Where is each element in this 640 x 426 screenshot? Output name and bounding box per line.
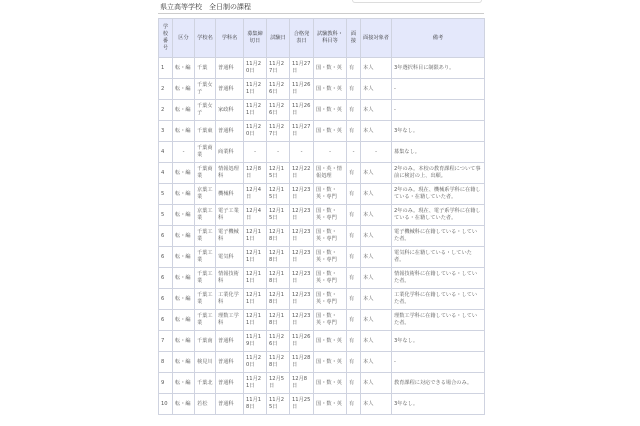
cell-interviewee: 本人	[361, 394, 392, 415]
cell-notes: 3年なし。	[392, 394, 485, 415]
header-result-date: 合格発表日	[290, 19, 314, 58]
cell-exam-date: 11月26日	[267, 79, 290, 100]
cell-subjects: 国・数・英・専門	[314, 268, 347, 289]
table-row	[159, 58, 485, 79]
cell-subjects: 国・数・英・専門	[314, 310, 347, 331]
cell-deadline: 12月11日	[244, 247, 267, 268]
cell-interviewee: 本人	[361, 352, 392, 373]
cell-result-date: 11月26日	[290, 79, 314, 100]
cell-deadline: 12月4日	[244, 184, 267, 205]
header-interviewee: 面接対象者	[361, 19, 392, 58]
cell-school-name: 千葉工業	[195, 226, 216, 247]
cell-school-number: 4	[159, 163, 173, 184]
cell-interviewee: 本人	[361, 373, 392, 394]
cell-interview: 有	[347, 268, 361, 289]
cell-department: 商業科	[216, 142, 244, 163]
cell-deadline: 12月11日	[244, 310, 267, 331]
cell-category: 転・編	[173, 268, 195, 289]
cell-category: 転・編	[173, 184, 195, 205]
cell-school-name: 千葉工業	[195, 268, 216, 289]
cell-result-date: 12月8日	[290, 373, 314, 394]
cell-interviewee: 本人	[361, 268, 392, 289]
cell-school-number: 6	[159, 268, 173, 289]
cell-deadline: 12月11日	[244, 268, 267, 289]
table-row	[159, 121, 485, 142]
cell-category: 転・編	[173, 121, 195, 142]
header-category: 区分	[173, 19, 195, 58]
cell-deadline: 12月4日	[244, 205, 267, 226]
cell-exam-date: 11月26日	[267, 331, 290, 352]
cell-department: 電子工業科	[216, 205, 244, 226]
cell-category: 転・編	[173, 226, 195, 247]
cell-subjects: 国・数・英	[314, 352, 347, 373]
cell-interview: 有	[347, 121, 361, 142]
cell-deadline: 12月8日	[244, 163, 267, 184]
cell-department: 普通科	[216, 79, 244, 100]
cell-notes: 3年選択科目に制限あり。	[392, 58, 485, 79]
cell-interview: 有	[347, 58, 361, 79]
cell-deadline: 11月21日	[244, 100, 267, 121]
cell-notes: 電子機械科に在籍している・していた者。	[392, 226, 485, 247]
cell-result-date: 12月22日	[290, 163, 314, 184]
cell-department: 情報技術科	[216, 268, 244, 289]
cell-result-date: 12月23日	[290, 289, 314, 310]
cell-school-number: 6	[159, 226, 173, 247]
cell-school-number: 3	[159, 121, 173, 142]
cell-interviewee: 本人	[361, 184, 392, 205]
cell-interviewee: 本人	[361, 226, 392, 247]
cell-interviewee: 本人	[361, 121, 392, 142]
cell-deadline: 12月11日	[244, 289, 267, 310]
cell-interview: 有	[347, 79, 361, 100]
cell-result-date: 12月23日	[290, 247, 314, 268]
cell-school-name: 千葉商業	[195, 142, 216, 163]
cell-deadline: 11月19日	[244, 331, 267, 352]
cell-subjects: 国・数・英・専門	[314, 184, 347, 205]
cell-notes: 電気科に在籍している・していた者。	[392, 247, 485, 268]
cell-exam-date: 12月18日	[267, 289, 290, 310]
cell-school-name: 千葉工業	[195, 310, 216, 331]
cell-school-name: 千葉工業	[195, 289, 216, 310]
cell-category: 転・編	[173, 289, 195, 310]
cell-interviewee: 本人	[361, 58, 392, 79]
cell-notes: 3年なし。	[392, 331, 485, 352]
cell-subjects: 国・数・英	[314, 331, 347, 352]
cell-interview: 有	[347, 289, 361, 310]
cell-exam-date: 12月18日	[267, 268, 290, 289]
cell-notes: 2年のみ。現在、電子系学科に在籍している・在籍していた者。	[392, 205, 485, 226]
cell-notes: -	[392, 352, 485, 373]
cell-school-number: 2	[159, 100, 173, 121]
cell-school-number: 2	[159, 79, 173, 100]
cell-deadline: 11月20日	[244, 352, 267, 373]
cell-department: 電子機械科	[216, 226, 244, 247]
cell-interview: 有	[347, 247, 361, 268]
table-row	[159, 394, 485, 415]
cell-interview: 有	[347, 310, 361, 331]
cell-notes: 工業化学科に在籍している・していた者。	[392, 289, 485, 310]
cell-interviewee: 本人	[361, 79, 392, 100]
cell-school-number: 5	[159, 184, 173, 205]
cell-school-name: 京葉工業	[195, 184, 216, 205]
cell-exam-date: 12月15日	[267, 205, 290, 226]
cell-department: 情報処理科	[216, 163, 244, 184]
cell-category: 転・編	[173, 205, 195, 226]
cell-school-number: 9	[159, 373, 173, 394]
table-row	[159, 352, 485, 373]
header-exam-date: 試験日	[267, 19, 290, 58]
table-row	[159, 142, 485, 163]
cell-interviewee: -	[361, 142, 392, 163]
cell-interview: 有	[347, 100, 361, 121]
header-interview: 面接	[347, 19, 361, 58]
cell-school-number: 6	[159, 310, 173, 331]
cell-school-number: 6	[159, 289, 173, 310]
cell-interviewee: 本人	[361, 100, 392, 121]
header-notes: 備考	[392, 19, 485, 58]
cell-exam-date: 11月27日	[267, 58, 290, 79]
cell-category: 転・編	[173, 79, 195, 100]
cell-notes: 教育課程に対応できる場合のみ。	[392, 373, 485, 394]
cell-school-name: 千葉北	[195, 373, 216, 394]
cell-subjects: 国・数・英	[314, 121, 347, 142]
cell-category: 転・編	[173, 331, 195, 352]
cell-deadline: 11月21日	[244, 373, 267, 394]
cell-exam-date: 11月28日	[267, 352, 290, 373]
table-row	[159, 184, 485, 205]
cell-department: 普通科	[216, 121, 244, 142]
cell-interviewee: 本人	[361, 331, 392, 352]
cell-deadline: 11月20日	[244, 58, 267, 79]
cell-result-date: -	[290, 142, 314, 163]
cell-interviewee: 本人	[361, 247, 392, 268]
cell-deadline: 11月21日	[244, 79, 267, 100]
cell-subjects: 国・数・英・専門	[314, 205, 347, 226]
cell-school-name: 京葉工業	[195, 205, 216, 226]
cell-department: 普通科	[216, 394, 244, 415]
header-subjects: 試験教科・科目等	[314, 19, 347, 58]
cell-notes: 情報技術科に在籍している・していた者。	[392, 268, 485, 289]
cell-subjects: 国・数・英・専門	[314, 226, 347, 247]
cell-category: 転・編	[173, 352, 195, 373]
cell-exam-date: 12月15日	[267, 163, 290, 184]
cell-interviewee: 本人	[361, 163, 392, 184]
cell-category: 転・編	[173, 373, 195, 394]
cell-notes: 2年のみ。本校の教育課程について事前に検討の上、出願。	[392, 163, 485, 184]
cell-subjects: 国・数・英	[314, 394, 347, 415]
cell-result-date: 11月27日	[290, 121, 314, 142]
cell-school-name: 千葉商業	[195, 163, 216, 184]
cell-exam-date: 12月18日	[267, 310, 290, 331]
table-row	[159, 289, 485, 310]
header-deadline: 募集締切日	[244, 19, 267, 58]
cell-result-date: 12月23日	[290, 310, 314, 331]
cell-exam-date: 12月18日	[267, 226, 290, 247]
cell-exam-date: 11月26日	[267, 100, 290, 121]
cell-notes: 理数工学科に在籍している・していた者。	[392, 310, 485, 331]
table-row	[159, 310, 485, 331]
cell-school-name: 千葉女子	[195, 79, 216, 100]
cell-department: 普通科	[216, 352, 244, 373]
cell-interview: 有	[347, 184, 361, 205]
cell-subjects: 国・数・英	[314, 58, 347, 79]
cell-subjects: 国・英・情報処理	[314, 163, 347, 184]
cell-category: 転・編	[173, 247, 195, 268]
cell-interview: 有	[347, 373, 361, 394]
cell-interview: 有	[347, 331, 361, 352]
cell-category: 転・編	[173, 394, 195, 415]
cell-exam-date: 12月18日	[267, 247, 290, 268]
cell-school-number: 7	[159, 331, 173, 352]
cell-exam-date: 12月15日	[267, 184, 290, 205]
cell-school-name: 検見川	[195, 352, 216, 373]
header-school-name: 学校名	[195, 19, 216, 58]
table-row	[159, 163, 485, 184]
table-row	[159, 79, 485, 100]
cell-subjects: 国・数・英	[314, 100, 347, 121]
page-title: 県立高等学校 全日制の課程	[160, 3, 251, 11]
cell-deadline: 11月18日	[244, 394, 267, 415]
cell-school-name: 若松	[195, 394, 216, 415]
cell-school-name: 千葉南	[195, 331, 216, 352]
cell-notes: 2年のみ。現在、機械系学科に在籍している・在籍していた者。	[392, 184, 485, 205]
title-divider	[158, 13, 484, 14]
cell-school-number: 6	[159, 247, 173, 268]
cell-result-date: 11月27日	[290, 58, 314, 79]
cell-exam-date: 11月25日	[267, 394, 290, 415]
table-row	[159, 226, 485, 247]
table-row	[159, 268, 485, 289]
cell-department: 工業化学科	[216, 289, 244, 310]
cell-deadline: 11月20日	[244, 121, 267, 142]
cell-interview: 有	[347, 226, 361, 247]
cell-interview: 有	[347, 352, 361, 373]
cell-exam-date: 11月27日	[267, 121, 290, 142]
cell-interviewee: 本人	[361, 205, 392, 226]
cell-category: 転・編	[173, 58, 195, 79]
table-row	[159, 205, 485, 226]
cell-school-number: 4	[159, 142, 173, 163]
table-row	[159, 100, 485, 121]
cell-department: 普通科	[216, 331, 244, 352]
cell-result-date: 11月25日	[290, 394, 314, 415]
cell-interview: 有	[347, 163, 361, 184]
table-row	[159, 373, 485, 394]
table-row	[159, 247, 485, 268]
cell-school-name: 千葉女子	[195, 100, 216, 121]
cell-result-date: 11月28日	[290, 352, 314, 373]
cell-department: 家政科	[216, 100, 244, 121]
cell-subjects: 国・数・英・専門	[314, 289, 347, 310]
cell-school-number: 8	[159, 352, 173, 373]
cell-deadline: -	[244, 142, 267, 163]
cell-subjects: 国・数・英	[314, 373, 347, 394]
cell-exam-date: 12月5日	[267, 373, 290, 394]
cell-result-date: 12月23日	[290, 226, 314, 247]
cell-exam-date: -	[267, 142, 290, 163]
cell-notes: 募集なし。	[392, 142, 485, 163]
cell-interview: 有	[347, 205, 361, 226]
cell-subjects: -	[314, 142, 347, 163]
cell-department: 普通科	[216, 373, 244, 394]
cell-interviewee: 本人	[361, 310, 392, 331]
cell-department: 電気科	[216, 247, 244, 268]
cell-department: 普通科	[216, 58, 244, 79]
header-department: 学科名	[216, 19, 244, 58]
admissions-table	[158, 18, 485, 415]
cell-interviewee: 本人	[361, 289, 392, 310]
cell-category: -	[173, 142, 195, 163]
cell-subjects: 国・数・英・専門	[314, 247, 347, 268]
cell-school-number: 10	[159, 394, 173, 415]
cell-school-name: 千葉	[195, 58, 216, 79]
header-row	[159, 19, 485, 58]
cell-department: 機械科	[216, 184, 244, 205]
cell-notes: -	[392, 100, 485, 121]
search-box[interactable]	[352, 0, 482, 3]
cell-category: 転・編	[173, 100, 195, 121]
cell-result-date: 12月23日	[290, 205, 314, 226]
cell-result-date: 12月23日	[290, 184, 314, 205]
cell-school-name: 千葉東	[195, 121, 216, 142]
cell-notes: 3年なし。	[392, 121, 485, 142]
cell-notes: -	[392, 79, 485, 100]
cell-subjects: 国・数・英	[314, 79, 347, 100]
cell-category: 転・編	[173, 310, 195, 331]
header-school-number: 学校番号	[159, 19, 173, 58]
cell-school-number: 1	[159, 58, 173, 79]
cell-school-number: 5	[159, 205, 173, 226]
cell-interview: -	[347, 142, 361, 163]
cell-school-name: 千葉工業	[195, 247, 216, 268]
table-row	[159, 331, 485, 352]
cell-department: 理数工学科	[216, 310, 244, 331]
cell-interview: 有	[347, 394, 361, 415]
cell-result-date: 11月26日	[290, 100, 314, 121]
cell-result-date: 11月26日	[290, 331, 314, 352]
cell-result-date: 12月23日	[290, 268, 314, 289]
cell-category: 転・編	[173, 163, 195, 184]
cell-deadline: 12月11日	[244, 226, 267, 247]
